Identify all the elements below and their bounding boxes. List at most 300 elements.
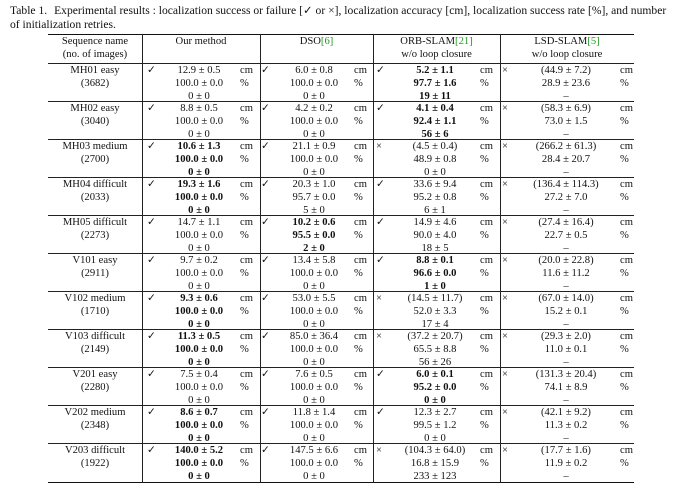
unit-label: % (620, 267, 629, 279)
unit-label: % (620, 115, 629, 127)
metric-value: (131.3 ± 20.4) (535, 369, 597, 380)
header-image-count: (no. of images) (62, 49, 128, 60)
metric-value: (44.9 ± 7.2) (541, 65, 591, 76)
success-mark: ✓ (147, 103, 156, 114)
unit-label: cm (480, 445, 493, 456)
column-separator (373, 34, 374, 483)
metric-value: 6.0 ± 0.1 (416, 369, 454, 380)
metric-value: 97.7 ± 1.6 (413, 77, 457, 89)
sequence-name: MH04 difficult (62, 179, 128, 190)
metric-value: (136.4 ± 114.3) (533, 179, 599, 190)
unit-label: cm (620, 179, 633, 190)
success-mark: ✓ (376, 217, 385, 228)
unit-label: cm (240, 179, 253, 190)
success-mark: ✓ (376, 407, 385, 418)
success-mark: × (376, 445, 382, 456)
metric-value: 0 ± 0 (424, 432, 446, 444)
sequence-name: V201 easy (72, 369, 118, 380)
metric-value: 233 ± 123 (413, 470, 457, 482)
metric-value: 0 ± 0 (424, 166, 446, 178)
metric-value: 0 ± 0 (188, 470, 210, 482)
metric-value: 92.4 ± 1.1 (413, 115, 457, 127)
unit-label: cm (620, 293, 633, 304)
metric-value: 15.2 ± 0.1 (544, 305, 588, 317)
metric-value: 11.8 ± 1.4 (292, 407, 336, 418)
success-mark: ✓ (147, 255, 156, 266)
unit-label: % (240, 305, 249, 317)
unit-label: % (240, 229, 249, 241)
unit-label: % (354, 343, 363, 355)
unit-label: % (480, 457, 489, 469)
metric-value: 0 ± 0 (188, 204, 210, 216)
metric-value: 90.0 ± 4.0 (413, 229, 457, 241)
metric-value: 12.9 ± 0.5 (177, 65, 221, 76)
metric-value: – (563, 470, 569, 482)
metric-value: 100.0 ± 0.0 (289, 267, 339, 279)
success-mark: ✓ (376, 179, 385, 190)
metric-value: 100.0 ± 0.0 (174, 77, 224, 89)
unit-label: cm (480, 179, 493, 190)
unit-label: % (480, 305, 489, 317)
table-row-separator (48, 63, 634, 64)
metric-value: 8.6 ± 0.7 (180, 407, 218, 418)
metric-value: 4.2 ± 0.2 (295, 103, 333, 114)
success-mark: ✓ (261, 179, 270, 190)
success-mark: ✓ (261, 293, 270, 304)
success-mark: × (376, 331, 382, 342)
unit-label: % (354, 77, 363, 89)
unit-label: % (354, 191, 363, 203)
metric-value: 0 ± 0 (188, 432, 210, 444)
success-mark: ✓ (261, 65, 270, 76)
metric-value: 0 ± 0 (188, 242, 210, 254)
unit-label: % (240, 267, 249, 279)
unit-label: cm (240, 65, 253, 76)
column-separator (142, 34, 143, 483)
metric-value: 99.5 ± 1.2 (413, 419, 457, 431)
unit-label: cm (354, 407, 367, 418)
metric-value: 19.3 ± 1.6 (177, 179, 221, 190)
header-dso: DSO[6] (299, 36, 334, 47)
metric-value: 0 ± 0 (188, 280, 210, 292)
metric-value: 5 ± 0 (303, 204, 325, 216)
caption-label: Table 1. (10, 4, 48, 17)
success-mark: × (502, 217, 508, 228)
unit-label: % (354, 229, 363, 241)
metric-value: 100.0 ± 0.0 (289, 419, 339, 431)
success-mark: ✓ (261, 255, 270, 266)
unit-label: cm (354, 369, 367, 380)
unit-label: % (354, 457, 363, 469)
metric-value: 100.0 ± 0.0 (174, 457, 224, 469)
unit-label: cm (480, 331, 493, 342)
unit-label: cm (620, 65, 633, 76)
header-lsd-subtitle: w/o loop closure (531, 49, 603, 60)
metric-value: 95.2 ± 0.8 (413, 191, 457, 203)
metric-value: 0 ± 0 (303, 356, 325, 368)
metric-value: 7.6 ± 0.5 (295, 369, 333, 380)
metric-value: 56 ± 26 (418, 356, 452, 368)
unit-label: cm (354, 331, 367, 342)
success-mark: ✓ (376, 369, 385, 380)
metric-value: 14.7 ± 1.1 (177, 217, 221, 228)
image-count: (2911) (81, 267, 109, 279)
unit-label: % (240, 77, 249, 89)
metric-value: 100.0 ± 0.0 (289, 77, 339, 89)
unit-label: % (240, 115, 249, 127)
unit-label: % (480, 381, 489, 393)
unit-label: % (354, 381, 363, 393)
image-count: (2273) (80, 229, 110, 241)
success-mark: × (502, 407, 508, 418)
metric-value: 73.0 ± 1.5 (544, 115, 588, 127)
metric-value: 6.0 ± 0.8 (295, 65, 333, 76)
metric-value: – (563, 356, 569, 368)
metric-value: 2 ± 0 (303, 242, 325, 254)
metric-value: 0 ± 0 (188, 318, 210, 330)
unit-label: cm (480, 255, 493, 266)
success-mark: ✓ (147, 445, 156, 456)
image-count: (2700) (80, 153, 110, 165)
success-mark: × (502, 141, 508, 152)
metric-value: – (563, 204, 569, 216)
metric-value: 100.0 ± 0.0 (289, 115, 339, 127)
metric-value: 22.7 ± 0.5 (544, 229, 588, 241)
unit-label: % (480, 191, 489, 203)
metric-value: (14.5 ± 11.7) (407, 293, 463, 304)
metric-value: (266.2 ± 61.3) (535, 141, 597, 152)
unit-label: cm (240, 407, 253, 418)
metric-value: 11.9 ± 0.2 (544, 457, 588, 469)
metric-value: 100.0 ± 0.0 (289, 153, 339, 165)
unit-label: cm (620, 407, 633, 418)
metric-value: – (563, 432, 569, 444)
success-mark: ✓ (261, 217, 270, 228)
sequence-name: MH05 difficult (62, 217, 128, 228)
metric-value: 11.0 ± 0.1 (544, 343, 588, 355)
metric-value: 100.0 ± 0.0 (174, 153, 224, 165)
image-count: (3040) (80, 115, 110, 127)
success-mark: × (502, 331, 508, 342)
metric-value: 95.5 ± 0.0 (292, 229, 336, 241)
metric-value: 9.7 ± 0.2 (180, 255, 218, 266)
metric-value: 65.5 ± 8.8 (413, 343, 457, 355)
metric-value: 0 ± 0 (188, 394, 210, 406)
unit-label: cm (240, 369, 253, 380)
image-count: (2348) (80, 419, 110, 431)
unit-label: cm (480, 65, 493, 76)
column-separator (500, 34, 501, 483)
metric-value: (17.7 ± 1.6) (541, 445, 591, 456)
metric-value: 11.3 ± 0.5 (177, 331, 221, 342)
header-lsd-slam: LSD-SLAM[5] (534, 36, 600, 47)
sequence-name: V103 difficult (64, 331, 126, 342)
unit-label: cm (480, 407, 493, 418)
metric-value: – (563, 318, 569, 330)
unit-label: cm (240, 141, 253, 152)
unit-label: % (240, 153, 249, 165)
success-mark: × (502, 103, 508, 114)
success-mark: ✓ (147, 65, 156, 76)
metric-value: 8.8 ± 0.1 (416, 255, 454, 266)
unit-label: cm (620, 255, 633, 266)
dso-citation-link[interactable]: [6] (320, 36, 334, 47)
header-our-method: Our method (175, 36, 227, 47)
metric-value: (58.3 ± 6.9) (541, 103, 591, 114)
metric-value: 11.6 ± 11.2 (542, 267, 590, 279)
metric-value: (4.5 ± 0.4) (412, 141, 458, 152)
metric-value: 28.9 ± 23.6 (541, 77, 591, 89)
table-caption (10, 4, 678, 31)
unit-label: cm (354, 293, 367, 304)
metric-value: 4.1 ± 0.4 (416, 103, 454, 114)
orb-citation-link[interactable]: [21] (455, 36, 473, 47)
success-mark: ✓ (147, 407, 156, 418)
unit-label: cm (480, 141, 493, 152)
metric-value: 140.0 ± 5.2 (174, 445, 224, 456)
success-mark: × (376, 293, 382, 304)
metric-value: – (563, 90, 569, 102)
metric-value: 10.6 ± 1.3 (177, 141, 221, 152)
success-mark: ✓ (147, 141, 156, 152)
unit-label: cm (480, 293, 493, 304)
metric-value: 100.0 ± 0.0 (174, 229, 224, 241)
success-mark: × (502, 369, 508, 380)
success-mark: ✓ (147, 331, 156, 342)
metric-value: 17 ± 4 (421, 318, 449, 330)
metric-value: (29.3 ± 2.0) (541, 331, 591, 342)
metric-value: 21.1 ± 0.9 (292, 141, 336, 152)
metric-value: (37.2 ± 20.7) (407, 331, 463, 342)
unit-label: cm (240, 103, 253, 114)
success-mark: ✓ (376, 65, 385, 76)
metric-value: 85.0 ± 36.4 (289, 331, 339, 342)
unit-label: cm (240, 293, 253, 304)
success-mark: ✓ (147, 293, 156, 304)
unit-label: % (480, 153, 489, 165)
success-mark: ✓ (261, 369, 270, 380)
success-mark: × (502, 255, 508, 266)
metric-value: 147.5 ± 6.6 (289, 445, 339, 456)
unit-label: % (480, 115, 489, 127)
success-mark: × (376, 141, 382, 152)
sequence-name: V101 easy (72, 255, 118, 266)
metric-value: 0 ± 0 (303, 432, 325, 444)
success-mark: ✓ (261, 141, 270, 152)
unit-label: % (620, 191, 629, 203)
unit-label: % (620, 77, 629, 89)
unit-label: % (240, 343, 249, 355)
metric-value: 74.1 ± 8.9 (544, 381, 588, 393)
unit-label: cm (620, 217, 633, 228)
success-mark: ✓ (261, 407, 270, 418)
unit-label: % (240, 191, 249, 203)
metric-value: 28.4 ± 20.7 (541, 153, 591, 165)
unit-label: % (354, 267, 363, 279)
unit-label: % (620, 457, 629, 469)
metric-value: – (563, 394, 569, 406)
metric-value: (20.0 ± 22.8) (538, 255, 594, 266)
caption-text: Experimental results : localization success or failure [✓ or ×], localization accuracy [cm], localization success rate [%], and number of initialization retries. (10, 4, 667, 31)
metric-value: 0 ± 0 (303, 470, 325, 482)
unit-label: cm (354, 141, 367, 152)
metric-value: 96.6 ± 0.0 (413, 267, 457, 279)
metric-value: (104.3 ± 64.0) (404, 445, 466, 456)
unit-label: cm (480, 369, 493, 380)
unit-label: % (620, 419, 629, 431)
metric-value: 20.3 ± 1.0 (292, 179, 336, 190)
unit-label: % (354, 115, 363, 127)
unit-label: % (354, 419, 363, 431)
metric-value: 33.6 ± 9.4 (413, 179, 457, 190)
unit-label: cm (354, 445, 367, 456)
metric-value: 100.0 ± 0.0 (174, 305, 224, 317)
success-mark: ✓ (376, 255, 385, 266)
unit-label: cm (620, 445, 633, 456)
metric-value: – (563, 242, 569, 254)
metric-value: 0 ± 0 (303, 90, 325, 102)
unit-label: cm (240, 255, 253, 266)
metric-value: 100.0 ± 0.0 (174, 191, 224, 203)
sequence-name: MH01 easy (70, 65, 120, 76)
metric-value: 56 ± 6 (421, 128, 449, 140)
metric-value: (27.4 ± 16.4) (538, 217, 594, 228)
success-mark: × (502, 445, 508, 456)
unit-label: cm (620, 331, 633, 342)
metric-value: 1 ± 0 (424, 280, 446, 292)
metric-value: 7.5 ± 0.4 (180, 369, 218, 380)
metric-value: 0 ± 0 (303, 128, 325, 140)
metric-value: 0 ± 0 (303, 166, 325, 178)
metric-value: 100.0 ± 0.0 (174, 115, 224, 127)
unit-label: % (354, 305, 363, 317)
metric-value: – (563, 166, 569, 178)
header-orb-slam: ORB-SLAM[21] (400, 36, 473, 47)
results-table (48, 34, 634, 483)
unit-label: cm (620, 369, 633, 380)
unit-label: cm (354, 217, 367, 228)
metric-value: 19 ± 11 (419, 90, 451, 102)
image-count: (3682) (80, 77, 110, 89)
metric-value: 14.9 ± 4.6 (413, 217, 457, 228)
metric-value: 100.0 ± 0.0 (174, 343, 224, 355)
unit-label: cm (240, 445, 253, 456)
metric-value: 11.3 ± 0.2 (544, 419, 588, 431)
unit-label: cm (354, 179, 367, 190)
unit-label: cm (354, 255, 367, 266)
unit-label: cm (620, 141, 633, 152)
image-count: (1710) (80, 305, 110, 317)
unit-label: % (240, 419, 249, 431)
unit-label: cm (240, 217, 253, 228)
metric-value: 100.0 ± 0.0 (174, 381, 224, 393)
unit-label: cm (480, 103, 493, 114)
metric-value: 0 ± 0 (188, 90, 210, 102)
image-count: (2033) (80, 191, 110, 203)
metric-value: 12.3 ± 2.7 (413, 407, 457, 418)
metric-value: 6 ± 1 (424, 204, 446, 216)
metric-value: 0 ± 0 (188, 166, 210, 178)
unit-label: cm (480, 217, 493, 228)
metric-value: 0 ± 0 (303, 318, 325, 330)
metric-value: 5.2 ± 1.1 (416, 65, 454, 76)
metric-value: 95.2 ± 0.0 (413, 381, 457, 393)
metric-value: 0 ± 0 (188, 128, 210, 140)
header-orb-subtitle: w/o loop closure (401, 49, 472, 60)
unit-label: % (240, 381, 249, 393)
metric-value: 48.9 ± 0.8 (413, 153, 457, 165)
metric-value: 0 ± 0 (303, 280, 325, 292)
success-mark: ✓ (147, 217, 156, 228)
success-mark: × (502, 65, 508, 76)
metric-value: (67.0 ± 14.0) (538, 293, 594, 304)
image-count: (2280) (80, 381, 110, 393)
sequence-name: MH02 easy (70, 103, 120, 114)
metric-value: 8.8 ± 0.5 (180, 103, 218, 114)
sequence-name: V202 medium (64, 407, 126, 418)
unit-label: cm (354, 103, 367, 114)
metric-value: 0 ± 0 (424, 394, 446, 406)
success-mark: ✓ (261, 103, 270, 114)
unit-label: % (240, 457, 249, 469)
sequence-name: MH03 medium (62, 141, 128, 152)
metric-value: – (563, 128, 569, 140)
metric-value: – (563, 280, 569, 292)
unit-label: % (620, 381, 629, 393)
unit-label: % (480, 419, 489, 431)
metric-value: 100.0 ± 0.0 (289, 381, 339, 393)
unit-label: % (354, 153, 363, 165)
header-sequence-name: Sequence name (61, 36, 129, 47)
success-mark: × (502, 179, 508, 190)
metric-value: 27.2 ± 7.0 (544, 191, 588, 203)
success-mark: × (502, 293, 508, 304)
unit-label: % (620, 343, 629, 355)
table-rule-thick (48, 34, 634, 35)
metric-value: 100.0 ± 0.0 (289, 457, 339, 469)
metric-value: 52.0 ± 3.3 (413, 305, 457, 317)
metric-value: 100.0 ± 0.0 (289, 343, 339, 355)
metric-value: (42.1 ± 9.2) (541, 407, 591, 418)
metric-value: 13.4 ± 5.8 (292, 255, 336, 266)
metric-value: 18 ± 5 (421, 242, 449, 254)
sequence-name: V102 medium (64, 293, 126, 304)
metric-value: 53.0 ± 5.5 (292, 293, 336, 304)
metric-value: 0 ± 0 (303, 394, 325, 406)
success-mark: ✓ (376, 103, 385, 114)
sequence-name: V203 difficult (64, 445, 126, 456)
unit-label: % (620, 305, 629, 317)
metric-value: 16.8 ± 15.9 (410, 457, 460, 469)
unit-label: % (480, 267, 489, 279)
unit-label: % (480, 77, 489, 89)
metric-value: 95.7 ± 0.0 (292, 191, 336, 203)
unit-label: cm (620, 103, 633, 114)
unit-label: cm (240, 331, 253, 342)
metric-value: 100.0 ± 0.0 (289, 305, 339, 317)
image-count: (2149) (80, 343, 110, 355)
metric-value: 9.3 ± 0.6 (180, 293, 218, 304)
unit-label: cm (354, 65, 367, 76)
metric-value: 100.0 ± 0.0 (174, 419, 224, 431)
lsd-citation-link[interactable]: [5] (587, 36, 600, 47)
success-mark: ✓ (147, 179, 156, 190)
metric-value: 10.2 ± 0.6 (292, 217, 336, 228)
image-count: (1922) (80, 457, 110, 469)
success-mark: ✓ (261, 445, 270, 456)
unit-label: % (620, 153, 629, 165)
success-mark: ✓ (261, 331, 270, 342)
